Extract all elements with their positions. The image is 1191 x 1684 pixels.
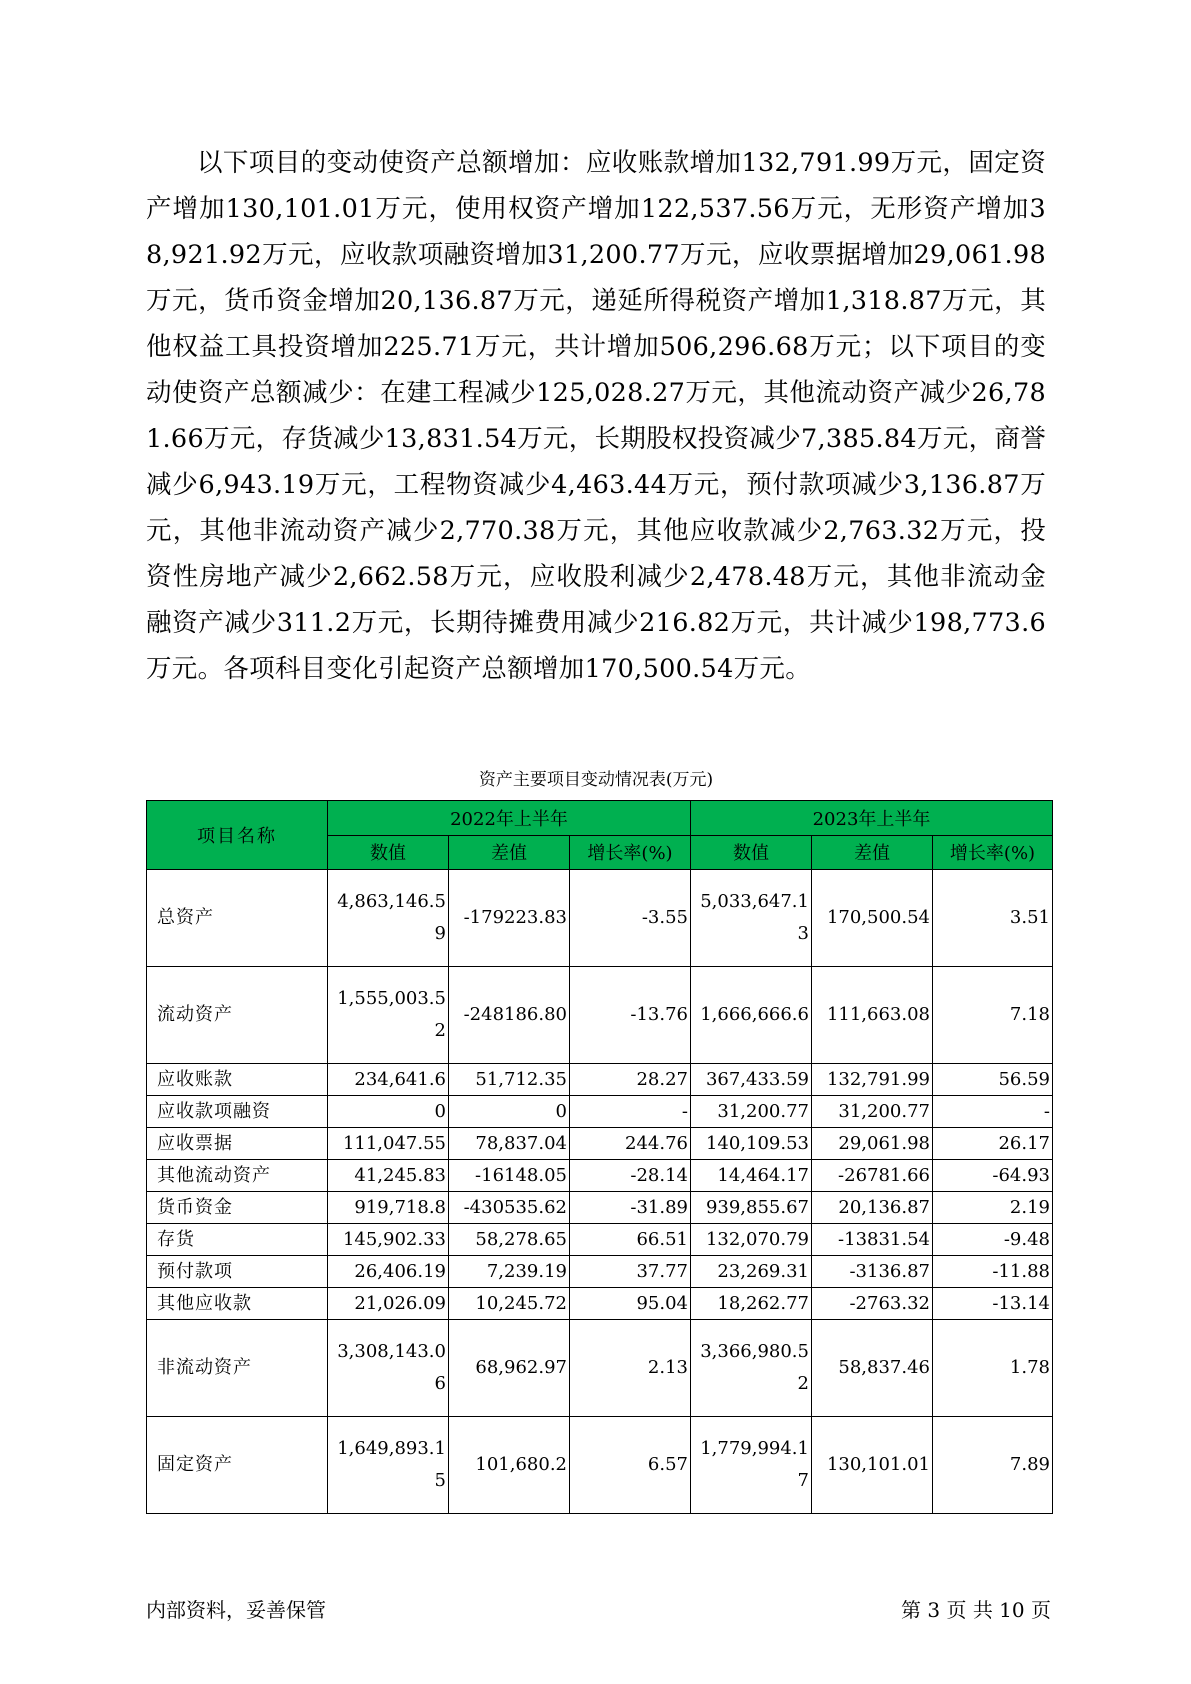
growth-2022: 6.57	[570, 1417, 691, 1514]
value-2022: 234,641.6	[328, 1064, 449, 1096]
diff-2023: 111,663.08	[812, 967, 933, 1064]
value-2022: 111,047.55	[328, 1128, 449, 1160]
table-row	[147, 1256, 1053, 1288]
diff-2022: 51,712.35	[449, 1064, 570, 1096]
growth-2023: 26.17	[933, 1128, 1053, 1160]
header-growth-2022: 增长率(%)	[570, 835, 691, 870]
header-diff-2022: 差值	[449, 835, 570, 870]
value-2022: 919,718.8	[328, 1192, 449, 1224]
asset-change-table	[146, 800, 1053, 1514]
diff-2023: -26781.66	[812, 1160, 933, 1192]
diff-2023: 132,791.99	[812, 1064, 933, 1096]
growth-2023: -11.88	[933, 1256, 1053, 1288]
diff-2022: -430535.62	[449, 1192, 570, 1224]
diff-2023: -13831.54	[812, 1224, 933, 1256]
table-row	[147, 1288, 1053, 1320]
table-row	[147, 1192, 1053, 1224]
value-2023: 1,779,994.17	[691, 1417, 812, 1514]
growth-2022: 95.04	[570, 1288, 691, 1320]
value-2023: 18,262.77	[691, 1288, 812, 1320]
table-caption: 资产主要项目变动情况表(万元)	[478, 770, 714, 790]
table-row	[147, 1224, 1053, 1256]
value-2022: 21,026.09	[328, 1288, 449, 1320]
growth-2022: 244.76	[570, 1128, 691, 1160]
growth-2023: -13.14	[933, 1288, 1053, 1320]
row-label: 其他流动资产	[147, 1160, 328, 1192]
value-2023: 367,433.59	[691, 1064, 812, 1096]
value-2023: 31,200.77	[691, 1096, 812, 1128]
header-item-name: 项目名称	[147, 801, 328, 870]
value-2023: 5,033,647.13	[691, 870, 812, 967]
paragraph-text: 以下项目的变动使资产总额增加：应收账款增加132,791.99万元，固定资产增加130,101.01万元，使用权资产增加122,537.56万元，无形资产增加38,921.92万元，应收款项融资增加31,200.77万元，应收票据增加29,061.98万元，货币资金增加20,136.87万元，递延所得税资产增加1,318.87万元，其他权益工具投资增加225.71万元，共计增加506,296.68万元；以下项目的变动使资产总额减少：在建工程减少125,028.27万元，其他流动资产减少26,781.66万元，存货减少13,831.54万元，长期股权投资减少7,385.84万元，商誉减少6,943.19万元，工程物资减少4,463.44万元，预付款项减少3,136.87万元，其他非流动资产减少2,770.38万元，其他应收款减少2,763.32万元，投资性房地产减少2,662.58万元，应收股利减少2,478.48万元，其他非流动金融资产减少311.2万元，长期待摊费用减少216.82万元，共计减少198,773.6万元。各项科目变化引起资产总额增加170,500.54万元。	[146, 148, 1046, 684]
growth-2022: -	[570, 1096, 691, 1128]
growth-2022: -13.76	[570, 967, 691, 1064]
header-value-2022: 数值	[328, 835, 449, 870]
body-paragraph	[146, 140, 1046, 692]
diff-2023: 31,200.77	[812, 1096, 933, 1128]
diff-2023: 130,101.01	[812, 1417, 933, 1514]
value-2022: 1,555,003.52	[328, 967, 449, 1064]
growth-2023: 1.78	[933, 1320, 1053, 1417]
diff-2023: 58,837.46	[812, 1320, 933, 1417]
table-row	[147, 967, 1053, 1064]
growth-2023: -9.48	[933, 1224, 1053, 1256]
growth-2022: -28.14	[570, 1160, 691, 1192]
value-2023: 132,070.79	[691, 1224, 812, 1256]
diff-2022: 68,962.97	[449, 1320, 570, 1417]
value-2023: 939,855.67	[691, 1192, 812, 1224]
table-row	[147, 1160, 1053, 1192]
value-2022: 26,406.19	[328, 1256, 449, 1288]
table-row	[147, 1417, 1053, 1514]
row-label: 应收款项融资	[147, 1096, 328, 1128]
diff-2023: 29,061.98	[812, 1128, 933, 1160]
diff-2022: 0	[449, 1096, 570, 1128]
diff-2022: 78,837.04	[449, 1128, 570, 1160]
row-label: 非流动资产	[147, 1320, 328, 1417]
growth-2022: 28.27	[570, 1064, 691, 1096]
diff-2023: -3136.87	[812, 1256, 933, 1288]
value-2023: 3,366,980.52	[691, 1320, 812, 1417]
diff-2023: -2763.32	[812, 1288, 933, 1320]
growth-2022: 37.77	[570, 1256, 691, 1288]
value-2022: 0	[328, 1096, 449, 1128]
footer-page-number: 第 3 页 共 10 页	[901, 1598, 1051, 1622]
growth-2023: 7.89	[933, 1417, 1053, 1514]
diff-2022: 10,245.72	[449, 1288, 570, 1320]
row-label: 货币资金	[147, 1192, 328, 1224]
diff-2022: 101,680.2	[449, 1417, 570, 1514]
value-2023: 140,109.53	[691, 1128, 812, 1160]
diff-2022: -16148.05	[449, 1160, 570, 1192]
row-label: 总资产	[147, 870, 328, 967]
diff-2023: 20,136.87	[812, 1192, 933, 1224]
value-2022: 1,649,893.15	[328, 1417, 449, 1514]
value-2023: 14,464.17	[691, 1160, 812, 1192]
header-diff-2023: 差值	[812, 835, 933, 870]
growth-2023: 7.18	[933, 967, 1053, 1064]
growth-2022: -31.89	[570, 1192, 691, 1224]
table-row	[147, 1096, 1053, 1128]
header-value-2023: 数值	[691, 835, 812, 870]
header-growth-2023: 增长率(%)	[933, 835, 1053, 870]
row-label: 存货	[147, 1224, 328, 1256]
value-2022: 145,902.33	[328, 1224, 449, 1256]
diff-2022: -248186.80	[449, 967, 570, 1064]
row-label: 应收票据	[147, 1128, 328, 1160]
value-2022: 3,308,143.06	[328, 1320, 449, 1417]
value-2022: 4,863,146.59	[328, 870, 449, 967]
growth-2023: 3.51	[933, 870, 1053, 967]
diff-2023: 170,500.54	[812, 870, 933, 967]
header-period-2023: 2023年上半年	[691, 801, 1053, 836]
diff-2022: 58,278.65	[449, 1224, 570, 1256]
value-2023: 23,269.31	[691, 1256, 812, 1288]
table-row	[147, 870, 1053, 967]
growth-2022: -3.55	[570, 870, 691, 967]
growth-2023: -64.93	[933, 1160, 1053, 1192]
row-label: 预付款项	[147, 1256, 328, 1288]
growth-2023: -	[933, 1096, 1053, 1128]
table-row	[147, 1320, 1053, 1417]
footer-confidential-note: 内部资料，妥善保管	[146, 1598, 326, 1622]
row-label: 流动资产	[147, 967, 328, 1064]
diff-2022: 7,239.19	[449, 1256, 570, 1288]
growth-2022: 2.13	[570, 1320, 691, 1417]
value-2022: 41,245.83	[328, 1160, 449, 1192]
row-label: 其他应收款	[147, 1288, 328, 1320]
row-label: 应收账款	[147, 1064, 328, 1096]
value-2023: 1,666,666.6	[691, 967, 812, 1064]
table-row	[147, 1064, 1053, 1096]
growth-2023: 56.59	[933, 1064, 1053, 1096]
header-period-2022: 2022年上半年	[328, 801, 691, 836]
growth-2022: 66.51	[570, 1224, 691, 1256]
row-label: 固定资产	[147, 1417, 328, 1514]
table-row	[147, 1128, 1053, 1160]
growth-2023: 2.19	[933, 1192, 1053, 1224]
diff-2022: -179223.83	[449, 870, 570, 967]
